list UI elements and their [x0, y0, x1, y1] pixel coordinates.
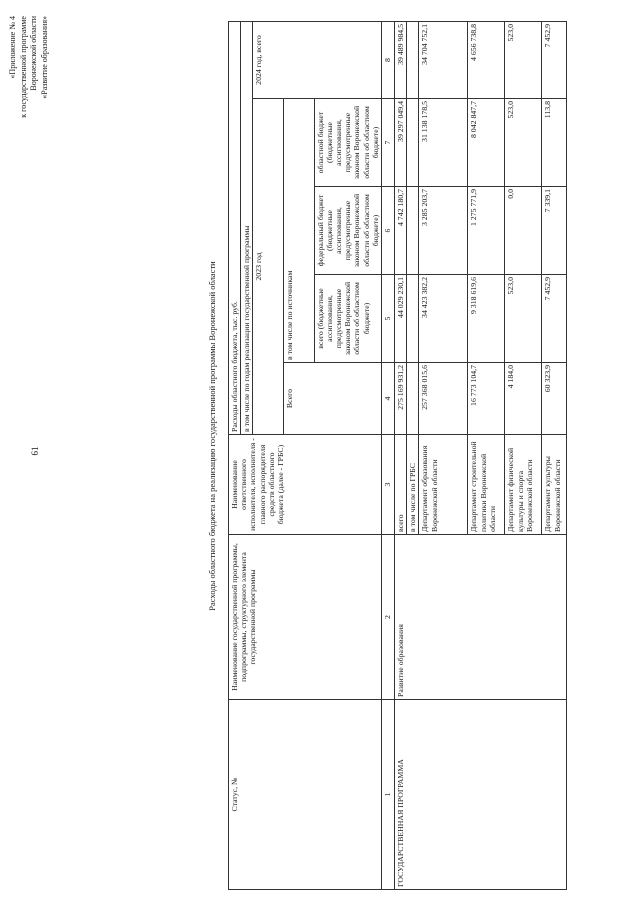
appendix-line: «Развитие образования»: [39, 16, 49, 99]
federal-cell: 3 285 203,7: [419, 187, 468, 275]
column-number: 7: [382, 99, 395, 187]
year-2024-cell: 7 452,9: [542, 21, 567, 98]
total-cell: 16 773 104,7: [468, 363, 505, 435]
all-budget-cell: 34 423 382,2: [419, 275, 468, 363]
all-budget-cell: 9 318 619,6: [468, 275, 505, 363]
header-federal: федеральный бюджет (бюджетные ассигнования, предусмотренные законом Воронежской области об областном бюджете): [314, 187, 381, 275]
program-name-cell: Развитие образования: [395, 535, 567, 700]
table-row: [395, 21, 407, 889]
year-2024-cell: 523,0: [505, 21, 542, 98]
header-by-sources: в том числе по источникам: [283, 99, 314, 363]
executor-cell: всего: [395, 435, 407, 535]
total-cell: 275 169 931,2: [395, 363, 407, 435]
all-budget-cell: [407, 275, 419, 363]
header-year-2024: 2024 год, всего: [253, 21, 382, 98]
executor-cell: Департамент строительной политики Воронежской области: [468, 435, 505, 535]
column-number: 6: [382, 187, 395, 275]
regional-cell: 523,0: [505, 99, 542, 187]
all-budget-cell: 44 029 230,1: [395, 275, 407, 363]
federal-cell: 7 339,1: [542, 187, 567, 275]
regional-cell: 39 297 049,4: [395, 99, 407, 187]
federal-cell: 0,0: [505, 187, 542, 275]
executor-cell: в том числе по ГРБС: [407, 435, 419, 535]
header-by-years: в том числе по годам реализации государственной программы: [241, 21, 253, 434]
column-number: 5: [382, 275, 395, 363]
appendix-line: к государственной программе: [18, 16, 28, 118]
regional-cell: [407, 99, 419, 187]
header-status: Статус, №: [229, 700, 382, 890]
all-budget-cell: 523,0: [505, 275, 542, 363]
year-2024-cell: 39 489 984,5: [395, 21, 407, 98]
header-executor: Наименование ответственного исполнителя, исполнителя - главного распорядителя средств областного бюджета (далее - ГРБС): [229, 435, 382, 535]
federal-cell: [407, 187, 419, 275]
column-number: 8: [382, 21, 395, 98]
year-2024-cell: 4 656 738,8: [468, 21, 505, 98]
all-budget-cell: 7 452,9: [542, 275, 567, 363]
executor-cell: Департамент физической культуры и спорта Воронежской области: [505, 435, 542, 535]
column-number: 2: [382, 535, 395, 700]
total-cell: 257 368 015,6: [419, 363, 468, 435]
page-number: 61: [30, 446, 40, 456]
federal-cell: 4 742 180,7: [395, 187, 407, 275]
header-year-2023: 2023 год: [253, 99, 284, 435]
column-number-row: [382, 21, 395, 889]
header-regional: областной бюджет (бюджетные ассигнования, предусмотренные законом Воронежской области об областном бюджете): [314, 99, 381, 187]
year-2024-cell: 34 704 752,1: [419, 21, 468, 98]
year-2024-cell: [407, 21, 419, 98]
status-cell: ГОСУДАРСТВЕННАЯ ПРОГРАММА: [395, 700, 567, 890]
executor-cell: Департамент образования Воронежской области: [419, 435, 468, 535]
appendix-line: Воронежской области: [29, 16, 38, 91]
budget-table: [228, 21, 567, 890]
header-row: [229, 21, 241, 889]
regional-cell: 31 138 178,5: [419, 99, 468, 187]
total-cell: 4 184,0: [505, 363, 542, 435]
appendix-line: «Приложение № 4: [8, 16, 17, 79]
federal-cell: 1 275 771,9: [468, 187, 505, 275]
column-number: 1: [382, 700, 395, 890]
header-total: Всего: [283, 363, 381, 435]
appendix-note: [8, 16, 50, 236]
column-number: 4: [382, 363, 395, 435]
header-expenses: Расходы областного бюджета, тыс. руб.: [229, 21, 241, 434]
document-title: Расходы областного бюджета на реализацию государственной программы Воронежской области: [207, 261, 217, 611]
total-cell: 60 323,9: [542, 363, 567, 435]
executor-cell: Департамент культуры Воронежской области: [542, 435, 567, 535]
header-all-budget: всего (бюджетные ассигнования, предусмотренные законом Воронежской области об областном бюджете): [314, 275, 381, 363]
regional-cell: 113,8: [542, 99, 567, 187]
header-name: Наименование государственной программы, подпрограммы, структурного элемента государственной программы: [229, 535, 382, 700]
column-number: 3: [382, 435, 395, 535]
regional-cell: 8 042 847,7: [468, 99, 505, 187]
total-cell: [407, 363, 419, 435]
